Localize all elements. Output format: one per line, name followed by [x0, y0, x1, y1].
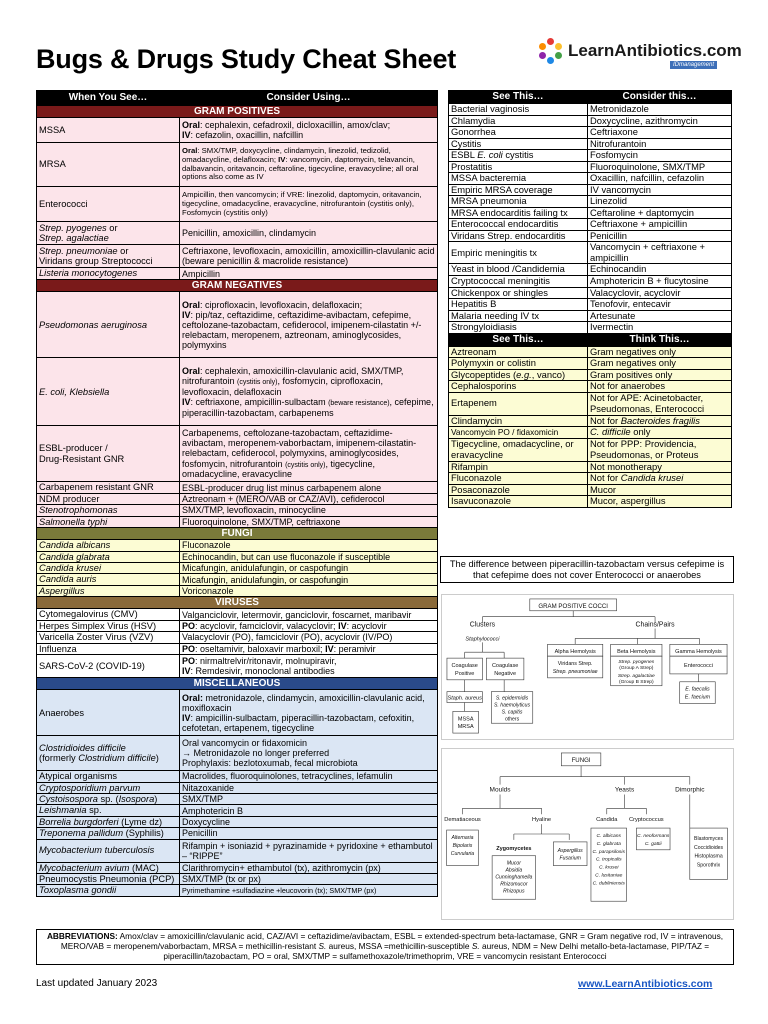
svg-text:S. haemolyticus: S. haemolyticus — [494, 702, 531, 709]
table-cell: Not for APE: Acinetobacter, Pseudomonas, Enterococci — [588, 392, 732, 415]
table-cell: Penicillin — [180, 828, 438, 839]
table-cell: Macrolides, fluoroquinolones, tetracyclines, lefamulin — [180, 771, 438, 782]
table-cell: MRSA pneumonia — [449, 196, 588, 208]
svg-text:Dimorphic: Dimorphic — [675, 786, 705, 794]
table-cell: MSSA — [37, 118, 180, 143]
svg-text:(Group A Strep): (Group A Strep) — [619, 665, 654, 671]
table-cell: Candida krusei — [37, 563, 180, 574]
svg-text:Alpha Hemolysis: Alpha Hemolysis — [554, 649, 596, 656]
section-gram-positives: GRAM POSITIVES — [37, 106, 438, 118]
section-miscellaneous: MISCELLANEOUS — [37, 678, 438, 690]
svg-text:C. parapsilosis: C. parapsilosis — [592, 849, 625, 855]
table-row — [37, 280, 438, 292]
table-row — [37, 690, 438, 736]
table-cell: Oral: metronidazole, clindamycin, amoxicillin-clavulanic acid, moxifloxacin IV: ampicillin-sulbactam, piperacillin-tazobactam, cefoxitin, cefotetan, ertapenem, tigecycline — [180, 690, 438, 736]
table-cell: Valacyclovir (PO), famciclovir (PO), acyclovir (IV/PO) — [180, 632, 438, 643]
table-row — [37, 493, 438, 504]
gpc-title: GRAM POSITIVE COCCI — [538, 602, 608, 610]
table-row — [37, 655, 438, 678]
svg-text:others: others — [504, 716, 520, 723]
table-cell: E. coli, Klebsiella — [37, 358, 180, 426]
table-row — [37, 187, 438, 222]
table-cell: Pseudomonas aeruginosa — [37, 292, 180, 358]
table-cell: Valganciclovir, letermovir, ganciclovir, foscarnet, maribavir — [180, 609, 438, 620]
table-row — [449, 333, 732, 346]
table-cell: Fluoroquinolone, SMX/TMP, ceftriaxone — [180, 516, 438, 527]
table-row — [449, 287, 732, 299]
table-cell: MSSA bacteremia — [449, 173, 588, 185]
table-cell: Ivermectin — [588, 322, 732, 334]
col-header-2: Consider Using… — [180, 91, 438, 106]
table-cell: MRSA — [37, 143, 180, 187]
svg-text:C. albicans: C. albicans — [596, 833, 621, 839]
svg-text:E. faecium: E. faecium — [684, 694, 711, 701]
svg-text:Bipolaris: Bipolaris — [452, 842, 473, 849]
table-cell: Doxycycline, azithromycin — [588, 115, 732, 127]
table-cell: Isavuconazole — [449, 496, 588, 508]
svg-text:C. tropicalis: C. tropicalis — [595, 857, 622, 863]
table-row — [449, 127, 732, 139]
table-cell: Micafungin, anidulafungin, or caspofungin — [180, 563, 438, 574]
table-row — [449, 196, 732, 208]
table-cell: Oral: cephalexin, cefadroxil, dicloxacillin, amox/clav; IV: cefazolin, oxacillin, nafcillin — [180, 118, 438, 143]
svg-text:Strep. pyogenes: Strep. pyogenes — [618, 660, 655, 666]
table-cell: Viridans Strep. endocarditis — [449, 230, 588, 242]
table-cell: Valacyclovir, acyclovir — [588, 287, 732, 299]
table-cell: Ceftriaxone — [588, 127, 732, 139]
left-table — [36, 90, 438, 897]
table-cell: Amphotericin B + flucytosine — [588, 275, 732, 287]
table-cell: Stenotrophomonas — [37, 505, 180, 516]
table-cell: Candida albicans — [37, 540, 180, 551]
table-cell: Not for Bacteroides fragilis — [588, 415, 732, 427]
table-cell: Not for Candida krusei — [588, 473, 732, 485]
table-cell: Aspergillus — [37, 585, 180, 596]
table-cell: Cryptococcal meningitis — [449, 275, 588, 287]
table-cell: NDM producer — [37, 493, 180, 504]
table-cell: Strep. pneumoniae or Viridans group Streptococci — [37, 245, 180, 268]
table-cell: MRSA endocarditis failing tx — [449, 207, 588, 219]
table-cell: Cystitis — [449, 138, 588, 150]
table-row — [37, 482, 438, 493]
table-cell: Voriconazole — [180, 585, 438, 596]
svg-text:Yeasts: Yeasts — [614, 786, 635, 794]
table-cell: Oral: SMX/TMP, doxycycline, clindamycin, linezolid, tedizolid, omadacycline, delafloxacin; IV: vancomycin, daptomycin, telavancin, dalbavancin, oritavancin, ceftaroline, tigecycline, eravacycline; all oral options also come as IV — [180, 143, 438, 187]
svg-text:Fusarium: Fusarium — [559, 855, 581, 862]
table-row — [37, 771, 438, 782]
table-cell: Anaerobes — [37, 690, 180, 736]
table-cell: Not for PPP: Providencia, Pseudomonas, or Proteus — [588, 438, 732, 461]
table-row — [449, 207, 732, 219]
table-row — [37, 528, 438, 540]
table-row — [37, 426, 438, 482]
svg-text:Absidia: Absidia — [505, 867, 523, 874]
svg-text:Enterococci: Enterococci — [684, 663, 713, 669]
table-cell: Pyrimethamine +sulfadiazine +leucovorin (tx); SMX/TMP (px) — [180, 885, 438, 896]
svg-text:Aspergillus: Aspergillus — [557, 847, 583, 854]
gpc-flowchart — [442, 595, 733, 739]
table-cell: Penicillin, amoxicillin, clindamycin — [180, 222, 438, 245]
table-cell: Bacterial vaginosis — [449, 104, 588, 116]
table-row — [37, 678, 438, 690]
table-cell: Clarithromycin+ ethambutol (tx), azithromycin (px) — [180, 862, 438, 873]
table-cell: Linezolid — [588, 196, 732, 208]
table-cell: Empiric meningitis tx — [449, 242, 588, 264]
table-row — [37, 268, 438, 280]
table-row — [449, 242, 732, 264]
table-row — [37, 563, 438, 574]
table-cell: Vancomycin + ceftriaxone + ampicillin — [588, 242, 732, 264]
table-row — [37, 597, 438, 609]
fungi-flowchart — [442, 749, 733, 919]
svg-text:Sporothrix: Sporothrix — [696, 862, 721, 869]
svg-text:S. epidermidis: S. epidermidis — [495, 695, 529, 702]
table-row — [449, 173, 732, 185]
svg-text:Histoplasma: Histoplasma — [694, 853, 723, 860]
table-cell: Carbapenem resistant GNR — [37, 482, 180, 493]
table-cell: Ceftriaxone, levofloxacin, amoxicillin, amoxicillin-clavulanic acid (beware penicillin & macrolide resistance) — [180, 245, 438, 268]
table-row — [37, 91, 438, 106]
right-header-4: Think This… — [588, 333, 732, 346]
table-row — [37, 358, 438, 426]
table-cell: Fluconazole — [180, 540, 438, 551]
svg-text:Alternaria: Alternaria — [451, 834, 474, 841]
table-cell: ESBL-producer / Drug-Resistant GNR — [37, 426, 180, 482]
table-row — [449, 438, 732, 461]
table-cell: Hepatitis B — [449, 299, 588, 311]
table-row — [37, 620, 438, 631]
table-row — [449, 299, 732, 311]
svg-text:C. gattii: C. gattii — [644, 841, 662, 847]
table-cell: PO: oseltamivir, baloxavir marboxil; IV: peramivir — [180, 643, 438, 654]
table-row — [37, 885, 438, 896]
table-cell: Aztreonam — [449, 346, 588, 358]
table-cell: IV vancomycin — [588, 184, 732, 196]
table-row — [37, 222, 438, 245]
svg-text:Staphylococci: Staphylococci — [465, 636, 500, 643]
table-cell: Chlamydia — [449, 115, 588, 127]
table-row — [449, 496, 732, 508]
table-row — [449, 219, 732, 231]
table-row — [37, 540, 438, 551]
svg-text:C. lusitaniae: C. lusitaniae — [595, 873, 623, 879]
table-cell: Enterococci — [37, 187, 180, 222]
table-cell: Mucor, aspergillus — [588, 496, 732, 508]
table-cell: Vancomycin PO / fidaxomicin — [449, 427, 588, 439]
svg-text:Blastomyces: Blastomyces — [694, 835, 724, 842]
brand-name: LearnAntibiotics.com — [568, 41, 742, 60]
right-header-3: See This… — [449, 333, 588, 346]
table-cell: Fosfomycin — [588, 150, 732, 162]
svg-text:Gamma Hemolysis: Gamma Hemolysis — [675, 649, 722, 656]
gram-positive-cocci-diagram — [441, 594, 734, 740]
table-row — [449, 322, 732, 334]
table-cell: Mycobacterium avium (MAC) — [37, 862, 180, 873]
table-cell: Not monotherapy — [588, 461, 732, 473]
svg-text:Rhizomucor: Rhizomucor — [500, 881, 528, 888]
svg-text:Coagulase: Coagulase — [491, 663, 519, 669]
table-row — [449, 264, 732, 276]
table-cell: Polymyxin or colistin — [449, 358, 588, 370]
table-cell: Doxycycline — [180, 816, 438, 827]
table-cell: Glycopeptides (e.g., vanco) — [449, 369, 588, 381]
svg-text:Dematiaceous: Dematiaceous — [444, 817, 481, 824]
table-cell: Ceftriaxone + ampicillin — [588, 219, 732, 231]
table-cell: Influenza — [37, 643, 180, 654]
table-cell: Ampicillin — [180, 268, 438, 280]
table-cell: Echinocandin — [588, 264, 732, 276]
svg-text:Negative: Negative — [494, 670, 517, 677]
svg-text:MRSA: MRSA — [457, 724, 474, 731]
fungi-diagram — [441, 748, 734, 920]
right-table — [448, 90, 732, 508]
svg-text:Coccidioides: Coccidioides — [694, 844, 724, 851]
table-cell: Ceftaroline + daptomycin — [588, 207, 732, 219]
svg-text:Positive: Positive — [455, 670, 475, 677]
table-row — [37, 862, 438, 873]
table-cell: SARS-CoV-2 (COVID-19) — [37, 655, 180, 678]
table-row — [37, 245, 438, 268]
table-cell: SMX/TMP — [180, 794, 438, 805]
table-cell: Clindamycin — [449, 415, 588, 427]
svg-text:Coagulase: Coagulase — [451, 663, 478, 669]
table-cell: Cryptosporidium parvum — [37, 782, 180, 793]
table-cell: SMX/TMP, levofloxacin, minocycline — [180, 505, 438, 516]
table-cell: ESBL E. coli cystitis — [449, 150, 588, 162]
table-row — [37, 609, 438, 620]
svg-text:Moulds: Moulds — [489, 786, 511, 794]
table-row — [449, 184, 732, 196]
table-cell: Tigecycline, omadacycline, or eravacycline — [449, 438, 588, 461]
table-cell: Enterococcal endocarditis — [449, 219, 588, 231]
svg-text:C. glabrata: C. glabrata — [596, 841, 621, 847]
note-box: The difference between piperacillin-tazobactam versus cefepime is that cefepime does not cover Enterococci or anaerobes — [440, 556, 734, 583]
svg-text:C. neoformans: C. neoformans — [637, 833, 670, 839]
table-row — [449, 358, 732, 370]
table-cell: Strongyloidiasis — [449, 322, 588, 334]
table-row — [37, 643, 438, 654]
table-cell: PO: acyclovir, famciclovir, valacyclovir; IV: acyclovir — [180, 620, 438, 631]
svg-text:Zygomycetes: Zygomycetes — [496, 845, 532, 852]
table-cell: Mucor — [588, 484, 732, 496]
table-cell: SMX/TMP (tx or px) — [180, 874, 438, 885]
table-row — [449, 381, 732, 393]
svg-text:Hyaline: Hyaline — [532, 817, 552, 824]
table-cell: Ertapenem — [449, 392, 588, 415]
right-header-2: Consider this… — [588, 91, 732, 104]
table-row — [449, 427, 732, 439]
table-cell: Penicillin — [588, 230, 732, 242]
table-row — [449, 91, 732, 104]
page-title: Bugs & Drugs Study Cheat Sheet — [36, 44, 457, 74]
table-cell: Strep. pyogenes or Strep. agalactiae — [37, 222, 180, 245]
svg-text:Mucor: Mucor — [506, 860, 521, 867]
section-fungi: FUNGI — [37, 528, 438, 540]
table-cell: Micafungin, anidulafungin, or caspofungin — [180, 574, 438, 585]
svg-text:Rhizopus: Rhizopus — [503, 888, 525, 895]
table-cell: Gram negatives only — [588, 346, 732, 358]
table-cell: Oxacillin, nafcillin, cefazolin — [588, 173, 732, 185]
table-cell: Cytomegalovirus (CMV) — [37, 609, 180, 620]
table-cell: Malaria needing IV tx — [449, 310, 588, 322]
svg-text:Strep. agalactiae: Strep. agalactiae — [617, 673, 655, 679]
svg-text:Cunninghamella: Cunninghamella — [495, 874, 533, 881]
fungi-title: FUNGI — [571, 756, 591, 764]
svg-text:C. dubliniensis: C. dubliniensis — [592, 881, 625, 887]
table-cell: Varicella Zoster Virus (VZV) — [37, 632, 180, 643]
table-row — [449, 104, 732, 116]
svg-text:Clusters: Clusters — [469, 621, 496, 629]
table-row — [449, 392, 732, 415]
logo-icon — [538, 38, 564, 64]
table-row — [37, 106, 438, 118]
table-row — [37, 292, 438, 358]
section-viruses: VIRUSES — [37, 597, 438, 609]
svg-text:Viridans Strep.: Viridans Strep. — [557, 661, 593, 668]
table-cell: Chickenpox or shingles — [449, 287, 588, 299]
svg-text:Strep. pneumoniae: Strep. pneumoniae — [552, 668, 598, 675]
svg-text:MSSA: MSSA — [457, 716, 474, 723]
table-cell: Atypical organisms — [37, 771, 180, 782]
table-row — [37, 874, 438, 885]
table-cell: Aztreonam + (MERO/VAB or CAZ/AVI), cefiderocol — [180, 493, 438, 504]
table-cell: Fluoroquinolone, SMX/TMP — [588, 161, 732, 173]
table-row — [449, 161, 732, 173]
table-cell: Echinocandin, but can use fluconazole if susceptible — [180, 551, 438, 562]
table-cell: Fluconazole — [449, 473, 588, 485]
table-row — [449, 275, 732, 287]
sponsor-badge: IDmanagement — [670, 61, 717, 69]
table-cell: Oral: ciprofloxacin, levofloxacin, delafloxacin; IV: pip/taz, ceftazidime, ceftazidime-avibactam, cefepime, ceftolozane-tazobactam, cefiderocol, imipenem-cilastatin +/- relebactam, meropenem, aztreonam, aminoglycosides, polymyxins — [180, 292, 438, 358]
table-cell: Listeria monocytogenes — [37, 268, 180, 280]
table-cell: Artesunate — [588, 310, 732, 322]
svg-text:Beta Hemolysis: Beta Hemolysis — [617, 649, 656, 656]
table-row — [449, 310, 732, 322]
table-row — [449, 115, 732, 127]
table-cell: Gonorrhea — [449, 127, 588, 139]
table-cell: Carbapenems, ceftolozane-tazobactam, ceftazidime-avibactam, meropenem-vaborbactam, imipenem-cilastatin-relebactam, cefiderocol, polymyxins, aminoglycosides, fosfomycin, nitrofurantoin (cystitis only), tigecycline, omadacycline, eravacycline — [180, 426, 438, 482]
table-cell: Pneumocystis Pneumonia (PCP) — [37, 874, 180, 885]
table-cell: Gram negatives only — [588, 358, 732, 370]
svg-text:C. krusei: C. krusei — [599, 865, 619, 871]
table-row — [37, 118, 438, 143]
table-cell: Rifampin + isoniazid + pyrazinamide + pyridoxine + ethambutol – “RIPPE” — [180, 839, 438, 862]
table-cell: Prostatitis — [449, 161, 588, 173]
table-cell: Empiric MRSA coverage — [449, 184, 588, 196]
table-row — [449, 346, 732, 358]
table-cell: Herpes Simplex Virus (HSV) — [37, 620, 180, 631]
table-cell: Gram positives only — [588, 369, 732, 381]
col-header-1: When You See… — [37, 91, 180, 106]
table-cell: PO: nirmaltrelvir/ritonavir, molnupiravir, IV: Remdesivir, monoclonal antibodies — [180, 655, 438, 678]
table-row — [37, 816, 438, 827]
table-row — [449, 138, 732, 150]
table-row — [449, 461, 732, 473]
table-cell: Ampicillin, then vancomycin; if VRE: linezolid, daptomycin, oritavancin, tigecycline, omadacycline, eravacycline, nitrofurantoin (cystitis only), Fosfomycin (cystitis only) — [180, 187, 438, 222]
table-row — [37, 143, 438, 187]
table-row — [37, 516, 438, 527]
table-cell: Mycobacterium tuberculosis — [37, 839, 180, 862]
table-row — [37, 805, 438, 816]
table-row — [37, 585, 438, 596]
table-row — [449, 473, 732, 485]
svg-text:E. faecalis: E. faecalis — [685, 686, 710, 693]
table-cell: Cephalosporins — [449, 381, 588, 393]
table-cell: Nitrofurantoin — [588, 138, 732, 150]
table-cell: Salmonella typhi — [37, 516, 180, 527]
table-row — [449, 369, 732, 381]
table-cell: Clostridioides difficile (formerly Clostridium difficile) — [37, 736, 180, 771]
abbreviations: ABBREVIATIONS: Amox/clav = amoxicillin/clavulanic acid, CAZ/AVI = ceftazidime/avibactam, ESBL = extended-spectrum beta-lactamase, GNR = Gram negative rod, IV = intravenous, MERO/VAB = meropenem/vaborbactam, MRSA = methicillin-resistant S. aureus, MSSA =methicillin-susceptible S. aureus, NDM = New Delhi metallo-beta-lactamase, PIP/TAZ = piperacillin/tazobactam, PO = oral, SMX/TMP = sulfamethoxazole/trimethoprim, VRE = vancomycin resistant Enterococci — [36, 929, 734, 965]
table-row — [37, 736, 438, 771]
table-row — [37, 782, 438, 793]
table-cell: Metronidazole — [588, 104, 732, 116]
table-cell: Nitazoxanide — [180, 782, 438, 793]
svg-text:Cryptococcus: Cryptococcus — [628, 817, 664, 824]
svg-text:Curvularia: Curvularia — [450, 850, 475, 857]
table-row — [37, 505, 438, 516]
table-cell: Candida auris — [37, 574, 180, 585]
abbreviations-text: Amox/clav = amoxicillin/clavulanic acid, CAZ/AVI = ceftazidime/avibactam, ESBL = extended-spectrum beta-lactamase, GNR = Gram negative rod, IV = intravenous, MERO/VAB = meropenem/vaborbactam, MRSA = methicillin-resistant S. aureus, MSSA =methicillin-susceptible S. aureus, NDM = New Delhi metallo-beta-lactamase, PIP/TAZ = piperacillin/tazobactam, PO = oral, SMX/TMP = sulfamethoxazole/trimethoprim, VRE = vancomycin resistant Enterococci — [60, 931, 724, 961]
table-cell: ESBL-producer drug list minus carbapenem alone — [180, 482, 438, 493]
table-cell: Borrelia burgdorferi (Lyme dz) — [37, 816, 180, 827]
svg-text:Chains/Pairs: Chains/Pairs — [635, 621, 675, 629]
table-row — [37, 794, 438, 805]
right-header-1: See This… — [449, 91, 588, 104]
table-row — [37, 839, 438, 862]
table-cell: Rifampin — [449, 461, 588, 473]
table-cell: Amphotericin B — [180, 805, 438, 816]
table-row — [37, 574, 438, 585]
website-link[interactable]: www.LearnAntibiotics.com — [578, 978, 713, 990]
table-row — [449, 415, 732, 427]
table-cell: Toxoplasma gondii — [37, 885, 180, 896]
svg-text:S. capitis: S. capitis — [501, 709, 523, 716]
table-cell: Oral: cephalexin, amoxicillin-clavulanic acid, SMX/TMP, nitrofurantoin (cystitis only), fosfomycin, ciprofloxacin, levofloxacin, delafloxacin IV: ceftriaxone, ampicillin-sulbactam (beware resistance), cefepime, piperacillin-tazobactam, carbapenems — [180, 358, 438, 426]
table-row — [449, 230, 732, 242]
svg-text:(Group B Strep): (Group B Strep) — [618, 679, 654, 685]
table-cell: Leishmania sp. — [37, 805, 180, 816]
section-gram-negatives: GRAM NEGATIVES — [37, 280, 438, 292]
svg-text:Candida: Candida — [596, 817, 618, 824]
table-cell: Not for anaerobes — [588, 381, 732, 393]
table-row — [37, 632, 438, 643]
table-cell: Cystoisospora sp. (Isospora) — [37, 794, 180, 805]
table-row — [37, 828, 438, 839]
table-row — [37, 551, 438, 562]
table-row — [449, 150, 732, 162]
table-cell: Treponema pallidum (Syphilis) — [37, 828, 180, 839]
svg-text:Staph. aureus: Staph. aureus — [447, 695, 482, 702]
table-cell: C. difficile only — [588, 427, 732, 439]
table-cell: Posaconazole — [449, 484, 588, 496]
table-row — [449, 484, 732, 496]
table-cell: Yeast in blood /Candidemia — [449, 264, 588, 276]
table-cell: Tenofovir, entecavir — [588, 299, 732, 311]
last-updated: Last updated January 2023 — [36, 978, 158, 989]
table-cell: Candida glabrata — [37, 551, 180, 562]
table-cell: Oral vancomycin or fidaxomicin → Metronidazole no longer preferred Prophylaxis: bezlotoxumab, fecal microbiota — [180, 736, 438, 771]
